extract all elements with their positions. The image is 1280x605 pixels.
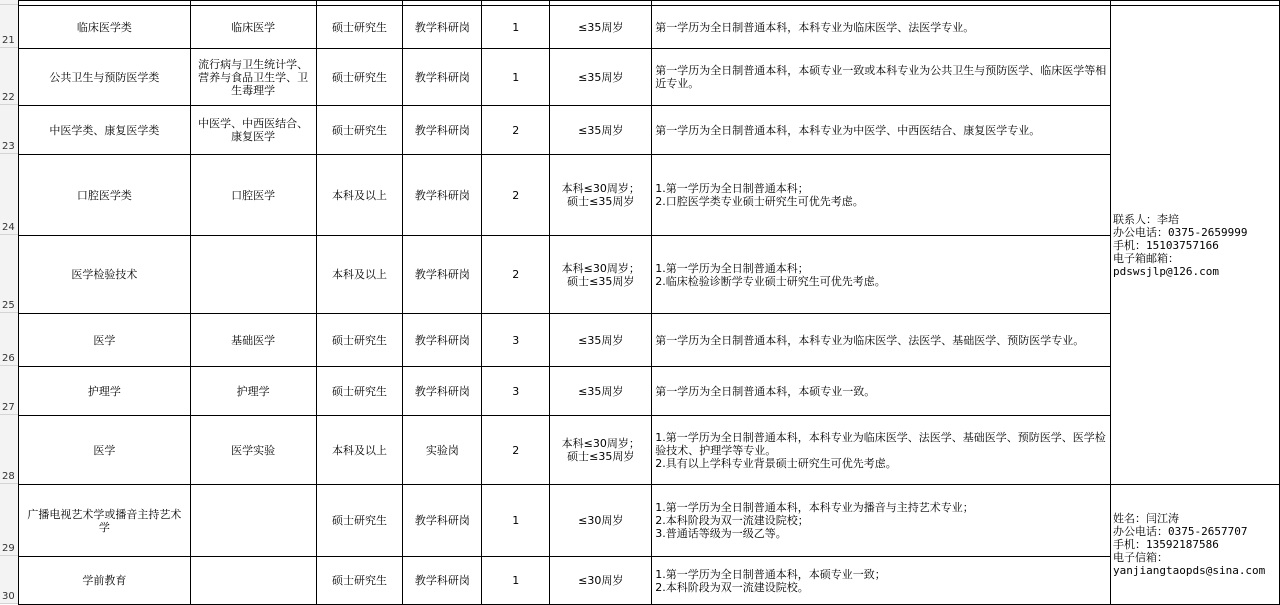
count-cell[interactable]: 2	[482, 236, 550, 314]
count-cell[interactable]: 2	[482, 106, 550, 155]
requirements-cell[interactable]: 1.第一学历为全日制普通本科，本科专业为临床医学、法医学、基础医学、预防医学、医学检验技术、护理学等专业。 2.具有以上学科专业背景硕士研究生可优先考虑。	[652, 416, 1111, 485]
education-cell[interactable]: 硕士研究生	[316, 314, 403, 367]
education-cell[interactable]: 硕士研究生	[316, 557, 403, 605]
requirements-cell[interactable]: 1.第一学历为全日制普通本科，本科专业为播音与主持艺术专业； 2.本科阶段为双一流建设院校； 3.普通话等级为一级乙等。	[652, 485, 1111, 557]
table-row	[19, 49, 1280, 106]
post-type-cell[interactable]: 教学科研岗	[403, 236, 482, 314]
requirements-cell[interactable]: 第一学历为全日制普通本科，本科专业为临床医学、法医学、基础医学、预防医学专业。	[652, 314, 1111, 367]
age-cell[interactable]: ≤35周岁	[550, 106, 652, 155]
education-cell[interactable]: 硕士研究生	[316, 367, 403, 416]
count-cell[interactable]: 3	[482, 314, 550, 367]
requirements-cell[interactable]: 第一学历为全日制普通本科，本科专业为中医学、中西医结合、康复医学专业。	[652, 106, 1111, 155]
post-type-cell[interactable]: 教学科研岗	[403, 155, 482, 236]
table-row	[19, 557, 1280, 605]
major-class-cell[interactable]: 医学	[19, 416, 191, 485]
major-cell[interactable]: 流行病与卫生统计学、营养与食品卫生学、卫生毒理学	[190, 49, 316, 106]
row-header-29[interactable]: 29	[0, 484, 18, 556]
requirements-cell[interactable]: 第一学历为全日制普通本科，本硕专业一致或本科专业为公共卫生与预防医学、临床医学等相近专业。	[652, 49, 1111, 106]
post-type-cell[interactable]: 教学科研岗	[403, 367, 482, 416]
education-cell[interactable]: 本科及以上	[316, 416, 403, 485]
post-type-cell[interactable]: 教学科研岗	[403, 557, 482, 605]
row-header-24[interactable]: 24	[0, 154, 18, 235]
table-row	[19, 155, 1280, 236]
major-cell[interactable]	[190, 485, 316, 557]
major-class-cell[interactable]: 公共卫生与预防医学类	[19, 49, 191, 106]
age-cell[interactable]: ≤35周岁	[550, 49, 652, 106]
major-class-cell[interactable]: 医学检验技术	[19, 236, 191, 314]
major-cell[interactable]: 临床医学	[190, 6, 316, 49]
job-table	[18, 0, 1280, 605]
education-cell[interactable]: 本科及以上	[316, 155, 403, 236]
table-row	[19, 367, 1280, 416]
education-cell[interactable]: 硕士研究生	[316, 485, 403, 557]
row-header-23[interactable]: 23	[0, 105, 18, 154]
major-class-cell[interactable]: 临床医学类	[19, 6, 191, 49]
age-cell[interactable]: ≤35周岁	[550, 367, 652, 416]
row-header-21[interactable]: 21	[0, 5, 18, 48]
post-type-cell[interactable]: 教学科研岗	[403, 49, 482, 106]
major-class-cell[interactable]: 中医学类、康复医学类	[19, 106, 191, 155]
age-cell[interactable]: ≤30周岁	[550, 485, 652, 557]
row-header-30[interactable]: 30	[0, 556, 18, 604]
row-header-27[interactable]: 27	[0, 366, 18, 415]
post-type-cell[interactable]: 教学科研岗	[403, 314, 482, 367]
major-cell[interactable]: 医学实验	[190, 416, 316, 485]
age-cell[interactable]: 本科≤30周岁； 硕士≤35周岁	[550, 416, 652, 485]
count-cell[interactable]: 1	[482, 49, 550, 106]
post-type-cell[interactable]: 教学科研岗	[403, 106, 482, 155]
row-header-22[interactable]: 22	[0, 48, 18, 105]
major-cell[interactable]: 口腔医学	[190, 155, 316, 236]
education-cell[interactable]: 本科及以上	[316, 236, 403, 314]
count-cell[interactable]: 2	[482, 416, 550, 485]
count-cell[interactable]: 3	[482, 367, 550, 416]
major-cell[interactable]	[190, 236, 316, 314]
age-cell[interactable]: 本科≤30周岁； 硕士≤35周岁	[550, 155, 652, 236]
contact-cell[interactable]: 姓名：闫江涛 办公电话：0375-2657707 手机：13592187586 电子信箱： yanjiangtaopds@sina.com	[1110, 485, 1279, 605]
table-row	[19, 6, 1280, 49]
age-cell[interactable]: ≤35周岁	[550, 6, 652, 49]
contact-cell[interactable]: 联系人：李培 办公电话：0375-2659999 手机：15103757166 电子箱邮箱： pdswsjlp@126.com	[1110, 6, 1279, 485]
major-cell[interactable]: 中医学、中西医结合、康复医学	[190, 106, 316, 155]
age-cell[interactable]: 本科≤30周岁； 硕士≤35周岁	[550, 236, 652, 314]
requirements-cell[interactable]: 1.第一学历为全日制普通本科； 2.临床检验诊断学专业硕士研究生可优先考虑。	[652, 236, 1111, 314]
education-cell[interactable]: 硕士研究生	[316, 6, 403, 49]
post-type-cell[interactable]: 实验岗	[403, 416, 482, 485]
major-class-cell[interactable]: 护理学	[19, 367, 191, 416]
major-class-cell[interactable]: 学前教育	[19, 557, 191, 605]
major-cell[interactable]	[190, 557, 316, 605]
count-cell[interactable]: 2	[482, 155, 550, 236]
post-type-cell[interactable]: 教学科研岗	[403, 6, 482, 49]
count-cell[interactable]: 1	[482, 557, 550, 605]
major-class-cell[interactable]: 口腔医学类	[19, 155, 191, 236]
table-row	[19, 236, 1280, 314]
post-type-cell[interactable]: 教学科研岗	[403, 485, 482, 557]
table-row	[19, 416, 1280, 485]
table-row	[19, 106, 1280, 155]
table-row	[19, 314, 1280, 367]
requirements-cell[interactable]: 1.第一学历为全日制普通本科，本硕专业一致； 2.本科阶段为双一流建设院校。	[652, 557, 1111, 605]
major-class-cell[interactable]: 广播电视艺术学或播音主持艺术学	[19, 485, 191, 557]
requirements-cell[interactable]: 第一学历为全日制普通本科，本科专业为临床医学、法医学专业。	[652, 6, 1111, 49]
count-cell[interactable]: 1	[482, 6, 550, 49]
age-cell[interactable]: ≤35周岁	[550, 314, 652, 367]
row-header-25[interactable]: 25	[0, 235, 18, 313]
major-cell[interactable]: 护理学	[190, 367, 316, 416]
row-header-28[interactable]: 28	[0, 415, 18, 484]
age-cell[interactable]: ≤30周岁	[550, 557, 652, 605]
requirements-cell[interactable]: 第一学历为全日制普通本科，本硕专业一致。	[652, 367, 1111, 416]
requirements-cell[interactable]: 1.第一学历为全日制普通本科； 2.口腔医学类专业硕士研究生可优先考虑。	[652, 155, 1111, 236]
education-cell[interactable]: 硕士研究生	[316, 106, 403, 155]
major-class-cell[interactable]: 医学	[19, 314, 191, 367]
count-cell[interactable]: 1	[482, 485, 550, 557]
major-cell[interactable]: 基础医学	[190, 314, 316, 367]
row-header-26[interactable]: 26	[0, 313, 18, 366]
education-cell[interactable]: 硕士研究生	[316, 49, 403, 106]
table-row	[19, 485, 1280, 557]
